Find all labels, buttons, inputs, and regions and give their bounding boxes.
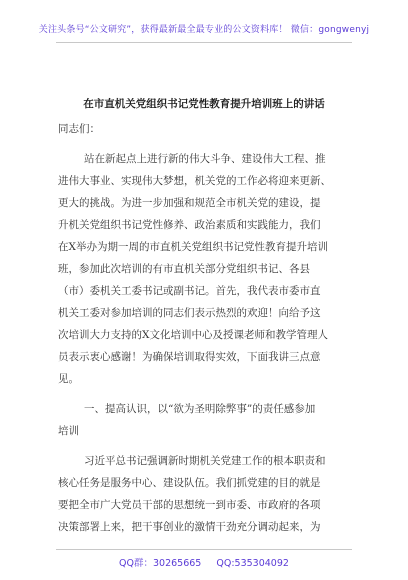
header-divider <box>56 42 352 43</box>
para1-line: 班，参加此次培训的有市直机关部分党组织书记、各县 <box>58 263 310 275</box>
header-note: 关注头条号“公文研究”，获得最新最全最专业的公文资料库！ 微信：gongwenyj <box>38 25 370 35</box>
footer-qq: QQ:535304092 <box>216 558 289 569</box>
para1-line: 升机关党组织书记党性修养、政治素质和实践能力，我们 <box>58 219 321 231</box>
para2-line: 要把全市广大党员干部的思想统一到市委、市政府的各项 <box>58 499 321 511</box>
footer-qq-group: QQ群：30265665 <box>119 558 202 569</box>
para1-line: 见。 <box>58 373 79 385</box>
para1-line: 站在新起点上进行新的伟大斗争、建设伟大工程、推 <box>84 153 326 165</box>
para1-line: 次培训大力支持的X文化培训中心及授课老师和教学管理人 <box>58 329 328 341</box>
para2-line: 核心任务是服务中心、建设队伍。我们抓党建的目的就是 <box>58 477 321 489</box>
para1-line: 机关工委对参加培训的同志们表示热烈的欢迎！向给予这 <box>58 307 321 319</box>
salutation: 同志们： <box>58 123 100 135</box>
para2-line: 习近平总书记强调新时期机关党建工作的根本职责和 <box>84 455 326 467</box>
para1-line: 在X举办为期一周的市直机关党组织书记党性教育提升培训 <box>58 241 328 253</box>
section-heading: 一、提高认识，以“欲为圣明除弊事”的责任感参加 <box>84 403 316 415</box>
section-heading: 培训 <box>58 425 79 437</box>
footer-divider <box>56 549 352 550</box>
document-title: 在市直机关党组织书记党性教育提升培训班上的讲话 <box>83 98 325 110</box>
para2-line: 决策部署上来，把干事创业的激情干劲充分调动起来，为 <box>58 521 321 533</box>
para1-line: 员表示衷心感谢！为确保培训取得实效，下面我讲三点意 <box>58 351 321 363</box>
footer <box>0 555 408 569</box>
para1-line: （市）委机关工委书记或副书记。首先，我代表市委市直 <box>58 285 321 297</box>
para1-line: 进伟大事业、实现伟大梦想，机关党的工作必将迎来更新、 <box>58 175 331 187</box>
para1-line: 更大的挑战。为进一步加强和规范全市机关党的建设，提 <box>58 197 321 209</box>
